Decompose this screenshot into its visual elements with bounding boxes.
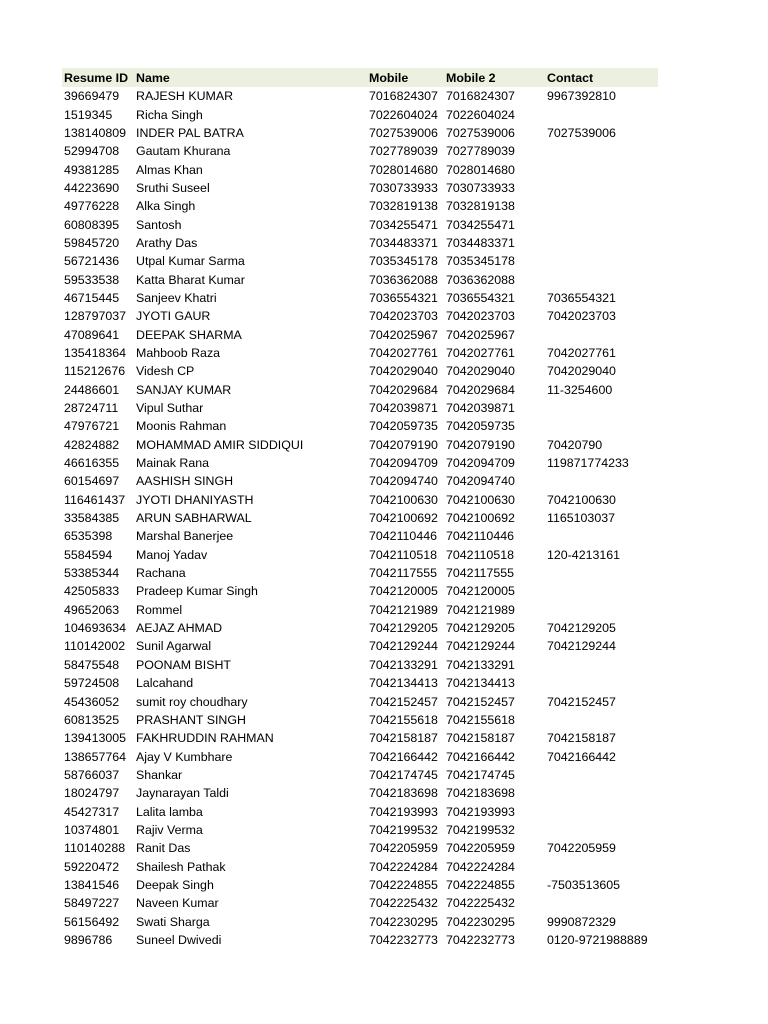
cell-contact[interactable] bbox=[545, 674, 658, 692]
cell-mobile[interactable]: 7032819138 bbox=[369, 199, 438, 214]
cell-name[interactable]: JYOTI GAUR bbox=[136, 309, 211, 324]
cell-name[interactable]: Lalcahand bbox=[136, 676, 194, 691]
cell-resume-id[interactable]: 138657764 bbox=[64, 749, 127, 764]
cell-name[interactable]: PRASHANT SINGH bbox=[136, 712, 246, 727]
cell-contact[interactable] bbox=[545, 802, 658, 820]
cell-resume-id[interactable]: 10374801 bbox=[64, 822, 120, 837]
cell-mobile-2[interactable]: 7042094709 bbox=[446, 456, 515, 471]
cell-resume-id[interactable]: 56721436 bbox=[64, 254, 120, 269]
cell-mobile-2[interactable]: 7042039871 bbox=[446, 401, 515, 416]
cell-mobile-2[interactable]: 7042110446 bbox=[446, 529, 514, 544]
header-name[interactable]: Name bbox=[136, 70, 170, 85]
cell-resume-id[interactable]: 49776228 bbox=[64, 199, 120, 214]
cell-name[interactable]: Moonis Rahman bbox=[136, 419, 227, 434]
table-row bbox=[62, 674, 658, 692]
cell-name[interactable]: AASHISH SINGH bbox=[136, 474, 234, 489]
cell-mobile[interactable]: 7042232773 bbox=[369, 932, 438, 947]
cell-mobile[interactable]: 7042224855 bbox=[369, 877, 438, 892]
table-row bbox=[62, 215, 658, 233]
header-contact[interactable]: Contact bbox=[547, 70, 594, 85]
cell-contact[interactable]: 7042152457 bbox=[547, 694, 616, 709]
cell-mobile[interactable]: 7035345178 bbox=[369, 254, 438, 269]
table-row bbox=[62, 472, 658, 490]
cell-mobile[interactable]: 7042129205 bbox=[369, 621, 438, 636]
table-row bbox=[62, 839, 658, 857]
cell-contact[interactable] bbox=[545, 656, 658, 674]
cell-mobile-2[interactable]: 7042133291 bbox=[446, 657, 515, 672]
cell-resume-id[interactable]: 13841546 bbox=[64, 877, 120, 892]
table-row bbox=[62, 857, 658, 875]
cell-name[interactable]: Utpal Kumar Sarma bbox=[136, 254, 245, 269]
cell-mobile-2[interactable]: 7042029040 bbox=[446, 364, 515, 379]
cell-resume-id[interactable]: 58766037 bbox=[64, 767, 120, 782]
cell-mobile-2[interactable]: 7042129205 bbox=[446, 621, 515, 636]
cell-mobile-2[interactable]: 7042094740 bbox=[446, 474, 515, 489]
cell-name[interactable]: Mainak Rana bbox=[136, 456, 210, 471]
cell-contact[interactable] bbox=[545, 894, 658, 912]
table-row bbox=[62, 124, 658, 142]
cell-contact[interactable]: 7027539006 bbox=[547, 125, 616, 140]
cell-mobile[interactable]: 7042094709 bbox=[369, 456, 438, 471]
cell-contact[interactable]: 9967392810 bbox=[547, 89, 616, 104]
cell-resume-id[interactable]: 39669479 bbox=[64, 89, 120, 104]
table-row bbox=[62, 912, 658, 930]
cell-name[interactable]: AEJAZ AHMAD bbox=[136, 621, 223, 636]
table-row bbox=[62, 784, 658, 802]
cell-mobile-2[interactable]: 7036362088 bbox=[446, 272, 515, 287]
table-row bbox=[62, 179, 658, 197]
cell-mobile[interactable]: 7042121989 bbox=[369, 602, 438, 617]
table-row bbox=[62, 105, 658, 123]
cell-contact[interactable] bbox=[545, 564, 658, 582]
table-row bbox=[62, 234, 658, 252]
cell-mobile-2[interactable]: 7027789039 bbox=[446, 144, 515, 159]
cell-name[interactable]: Naveen Kumar bbox=[136, 896, 219, 911]
cell-mobile[interactable]: 7042025967 bbox=[369, 327, 438, 342]
table-row bbox=[62, 87, 658, 105]
cell-name[interactable]: Alka Singh bbox=[136, 199, 196, 214]
cell-name[interactable]: Santosh bbox=[136, 217, 182, 232]
spreadsheet bbox=[62, 68, 658, 949]
cell-mobile[interactable]: 7027539006 bbox=[369, 125, 438, 140]
cell-resume-id[interactable]: 1519345 bbox=[64, 107, 113, 122]
cell-resume-id[interactable]: 53385344 bbox=[64, 566, 120, 581]
table-row bbox=[62, 546, 658, 564]
cell-resume-id[interactable]: 139413005 bbox=[64, 731, 127, 746]
cell-resume-id[interactable]: 49381285 bbox=[64, 162, 120, 177]
cell-mobile[interactable]: 7034255471 bbox=[369, 217, 438, 232]
cell-name[interactable]: Vipul Suthar bbox=[136, 401, 204, 416]
cell-name[interactable]: sumit roy choudhary bbox=[136, 694, 248, 709]
cell-mobile-2[interactable]: 7042117555 bbox=[446, 566, 514, 581]
cell-name[interactable]: Arathy Das bbox=[136, 235, 198, 250]
cell-mobile[interactable]: 7042193993 bbox=[369, 804, 438, 819]
cell-contact[interactable] bbox=[545, 784, 658, 802]
cell-mobile-2[interactable]: 7042121989 bbox=[446, 602, 515, 617]
table-body bbox=[62, 87, 658, 949]
cell-mobile-2[interactable]: 7035345178 bbox=[446, 254, 515, 269]
table-row bbox=[62, 509, 658, 527]
cell-resume-id[interactable]: 58475548 bbox=[64, 657, 120, 672]
table-row bbox=[62, 802, 658, 820]
cell-contact[interactable]: 1165103037 bbox=[547, 511, 615, 526]
cell-mobile[interactable]: 7042134413 bbox=[369, 676, 438, 691]
cell-contact[interactable] bbox=[545, 215, 658, 233]
cell-resume-id[interactable]: 59220472 bbox=[64, 859, 120, 874]
cell-mobile[interactable]: 7042029040 bbox=[369, 364, 438, 379]
cell-resume-id[interactable]: 59533538 bbox=[64, 272, 120, 287]
table-row bbox=[62, 289, 658, 307]
cell-mobile-2[interactable]: 7027539006 bbox=[446, 125, 515, 140]
cell-mobile[interactable]: 7042039871 bbox=[369, 401, 438, 416]
cell-mobile-2[interactable]: 7042079190 bbox=[446, 437, 515, 452]
cell-name[interactable]: Gautam Khurana bbox=[136, 144, 231, 159]
cell-mobile-2[interactable]: 7042025967 bbox=[446, 327, 515, 342]
cell-mobile[interactable]: 7036362088 bbox=[369, 272, 438, 287]
table-row bbox=[62, 491, 658, 509]
cell-contact[interactable] bbox=[545, 179, 658, 197]
cell-contact[interactable] bbox=[545, 821, 658, 839]
cell-resume-id[interactable]: 33584385 bbox=[64, 511, 120, 526]
cell-mobile[interactable]: 7042027761 bbox=[369, 345, 438, 360]
cell-mobile[interactable]: 7042224284 bbox=[369, 859, 438, 874]
cell-contact[interactable]: 7042029040 bbox=[547, 364, 616, 379]
table-row bbox=[62, 399, 658, 417]
table-row bbox=[62, 821, 658, 839]
cell-mobile[interactable]: 7042158187 bbox=[369, 731, 438, 746]
cell-mobile-2[interactable]: 7030733933 bbox=[446, 180, 515, 195]
cell-contact[interactable] bbox=[545, 472, 658, 490]
header-mobile-2[interactable]: Mobile 2 bbox=[446, 70, 496, 85]
table-row bbox=[62, 747, 658, 765]
cell-name[interactable]: FAKHRUDDIN RAHMAN bbox=[136, 731, 274, 746]
cell-mobile-2[interactable]: 7042166442 bbox=[446, 749, 515, 764]
cell-resume-id[interactable]: 47976721 bbox=[64, 419, 120, 434]
cell-contact[interactable] bbox=[545, 234, 658, 252]
cell-mobile-2[interactable]: 7042230295 bbox=[446, 914, 515, 929]
cell-contact[interactable] bbox=[545, 252, 658, 270]
cell-mobile[interactable]: 7042120005 bbox=[369, 584, 438, 599]
cell-contact[interactable]: 119871774233 bbox=[547, 456, 629, 471]
cell-resume-id[interactable]: 47089641 bbox=[64, 327, 120, 342]
cell-resume-id[interactable]: 46616355 bbox=[64, 456, 120, 471]
cell-mobile-2[interactable]: 7042152457 bbox=[446, 694, 515, 709]
cell-mobile-2[interactable]: 7042224284 bbox=[446, 859, 515, 874]
cell-contact[interactable]: 7042205959 bbox=[547, 841, 616, 856]
cell-mobile-2[interactable]: 7042158187 bbox=[446, 731, 515, 746]
cell-contact[interactable]: -7503513605 bbox=[547, 877, 621, 892]
cell-mobile[interactable]: 7042199532 bbox=[369, 822, 438, 837]
cell-mobile[interactable]: 7042100630 bbox=[369, 492, 438, 507]
table-row bbox=[62, 252, 658, 270]
cell-resume-id[interactable]: 110142002 bbox=[64, 639, 126, 654]
cell-resume-id[interactable]: 46715445 bbox=[64, 290, 120, 305]
cell-mobile[interactable]: 7042225432 bbox=[369, 896, 438, 911]
cell-mobile[interactable]: 7042110518 bbox=[369, 547, 437, 562]
cell-resume-id[interactable]: 58497227 bbox=[64, 896, 120, 911]
table-row bbox=[62, 436, 658, 454]
cell-name[interactable]: Richa Singh bbox=[136, 107, 203, 122]
cell-mobile[interactable]: 7028014680 bbox=[369, 162, 438, 177]
cell-resume-id[interactable]: 42505833 bbox=[64, 584, 120, 599]
cell-contact[interactable] bbox=[545, 270, 658, 288]
cell-mobile[interactable]: 7042059735 bbox=[369, 419, 438, 434]
cell-resume-id[interactable]: 128797037 bbox=[64, 309, 127, 324]
cell-resume-id[interactable]: 52994708 bbox=[64, 144, 120, 159]
table-row bbox=[62, 362, 658, 380]
cell-contact[interactable]: 7042027761 bbox=[547, 345, 616, 360]
cell-contact[interactable]: 7042129244 bbox=[547, 639, 616, 654]
cell-mobile-2[interactable]: 7042100630 bbox=[446, 492, 515, 507]
cell-resume-id[interactable]: 60154697 bbox=[64, 474, 120, 489]
cell-resume-id[interactable]: 45427317 bbox=[64, 804, 120, 819]
cell-mobile-2[interactable]: 7034255471 bbox=[446, 217, 515, 232]
table-row bbox=[62, 876, 658, 894]
cell-contact[interactable] bbox=[545, 399, 658, 417]
cell-name[interactable]: Swati Sharga bbox=[136, 914, 210, 929]
cell-mobile-2[interactable]: 7042029684 bbox=[446, 382, 515, 397]
cell-contact[interactable] bbox=[545, 601, 658, 619]
cell-mobile[interactable]: 7042205959 bbox=[369, 841, 438, 856]
cell-name[interactable]: Lalita lamba bbox=[136, 804, 203, 819]
table-row bbox=[62, 381, 658, 399]
cell-contact[interactable]: 9990872329 bbox=[547, 914, 616, 929]
table-row bbox=[62, 711, 658, 729]
cell-name[interactable]: ARUN SABHARWAL bbox=[136, 511, 252, 526]
cell-resume-id[interactable]: 110140288 bbox=[64, 841, 126, 856]
cell-name[interactable]: Manoj Yadav bbox=[136, 547, 208, 562]
cell-name[interactable]: Shailesh Pathak bbox=[136, 859, 226, 874]
table-row bbox=[62, 160, 658, 178]
cell-resume-id[interactable]: 59845720 bbox=[64, 235, 120, 250]
cell-mobile[interactable]: 7036554321 bbox=[369, 290, 438, 305]
cell-mobile[interactable]: 7042155618 bbox=[369, 712, 438, 727]
cell-mobile-2[interactable]: 7042110518 bbox=[446, 547, 514, 562]
cell-mobile[interactable]: 7042094740 bbox=[369, 474, 438, 489]
table-row bbox=[62, 931, 658, 949]
cell-name[interactable]: POONAM BISHT bbox=[136, 657, 232, 672]
cell-contact[interactable] bbox=[545, 105, 658, 123]
resume-table bbox=[62, 68, 658, 949]
cell-resume-id[interactable]: 56156492 bbox=[64, 914, 120, 929]
cell-mobile[interactable]: 7042100692 bbox=[369, 511, 438, 526]
cell-resume-id[interactable]: 9896786 bbox=[64, 932, 113, 947]
cell-contact[interactable]: 7042158187 bbox=[547, 731, 616, 746]
cell-name[interactable]: Suneel Dwivedi bbox=[136, 932, 222, 947]
cell-mobile-2[interactable]: 7042155618 bbox=[446, 712, 515, 727]
cell-mobile[interactable]: 7042129244 bbox=[369, 639, 438, 654]
table-row bbox=[62, 454, 658, 472]
cell-mobile-2[interactable]: 7042205959 bbox=[446, 841, 515, 856]
cell-mobile-2[interactable]: 7042027761 bbox=[446, 345, 515, 360]
header-row bbox=[62, 68, 658, 87]
table-row bbox=[62, 142, 658, 160]
cell-mobile-2[interactable]: 7036554321 bbox=[446, 290, 515, 305]
cell-contact[interactable]: 7042129205 bbox=[547, 621, 616, 636]
cell-resume-id[interactable]: 49652063 bbox=[64, 602, 120, 617]
cell-mobile[interactable]: 7042166442 bbox=[369, 749, 438, 764]
cell-name[interactable]: SANJAY KUMAR bbox=[136, 382, 232, 397]
cell-mobile-2[interactable]: 7042023703 bbox=[446, 309, 515, 324]
cell-resume-id[interactable]: 135418364 bbox=[64, 345, 127, 360]
cell-contact[interactable] bbox=[545, 325, 658, 343]
table-row bbox=[62, 582, 658, 600]
cell-resume-id[interactable]: 6535398 bbox=[64, 529, 113, 544]
cell-mobile[interactable]: 7022604024 bbox=[369, 107, 438, 122]
cell-mobile[interactable]: 7042152457 bbox=[369, 694, 438, 709]
cell-contact[interactable] bbox=[545, 197, 658, 215]
cell-contact[interactable] bbox=[545, 160, 658, 178]
cell-name[interactable]: MOHAMMAD AMIR SIDDIQUI bbox=[136, 437, 304, 452]
header-resume-id[interactable]: Resume ID bbox=[64, 70, 129, 85]
cell-contact[interactable]: 70420790 bbox=[547, 437, 603, 452]
cell-name[interactable]: DEEPAK SHARMA bbox=[136, 327, 242, 342]
cell-name[interactable]: Deepak Singh bbox=[136, 877, 214, 892]
cell-resume-id[interactable]: 60813525 bbox=[64, 712, 120, 727]
cell-name[interactable]: Shankar bbox=[136, 767, 183, 782]
cell-contact[interactable] bbox=[545, 582, 658, 600]
cell-mobile-2[interactable]: 7042100692 bbox=[446, 511, 515, 526]
cell-name[interactable]: Sanjeev Khatri bbox=[136, 290, 217, 305]
table-row bbox=[62, 729, 658, 747]
cell-name[interactable]: Pradeep Kumar Singh bbox=[136, 584, 258, 599]
cell-mobile-2[interactable]: 7042059735 bbox=[446, 419, 515, 434]
cell-name[interactable]: Mahboob Raza bbox=[136, 345, 221, 360]
cell-resume-id[interactable]: 44223690 bbox=[64, 180, 120, 195]
cell-name[interactable]: Almas Khan bbox=[136, 162, 203, 177]
cell-resume-id[interactable]: 60808395 bbox=[64, 217, 120, 232]
header-mobile[interactable]: Mobile bbox=[369, 70, 409, 85]
cell-contact[interactable]: 120-4213161 bbox=[547, 547, 621, 562]
cell-mobile-2[interactable]: 7042174745 bbox=[446, 767, 515, 782]
cell-contact[interactable]: 7036554321 bbox=[547, 290, 616, 305]
table-row bbox=[62, 270, 658, 288]
cell-mobile[interactable]: 7030733933 bbox=[369, 180, 438, 195]
cell-resume-id[interactable]: 5584594 bbox=[64, 547, 113, 562]
cell-mobile[interactable]: 7042230295 bbox=[369, 914, 438, 929]
cell-mobile-2[interactable]: 7034483371 bbox=[446, 235, 515, 250]
cell-mobile-2[interactable]: 7042232773 bbox=[446, 932, 515, 947]
cell-mobile-2[interactable]: 7042225432 bbox=[446, 896, 515, 911]
cell-contact[interactable]: 7042166442 bbox=[547, 749, 616, 764]
cell-resume-id[interactable]: 115212676 bbox=[64, 364, 126, 379]
table-row bbox=[62, 894, 658, 912]
cell-resume-id[interactable]: 42824882 bbox=[64, 437, 120, 452]
cell-mobile-2[interactable]: 7028014680 bbox=[446, 162, 515, 177]
cell-resume-id[interactable]: 28724711 bbox=[64, 401, 119, 416]
table-row bbox=[62, 417, 658, 435]
table-row bbox=[62, 692, 658, 710]
table-row bbox=[62, 766, 658, 784]
cell-name[interactable]: Jaynarayan Taldi bbox=[136, 786, 229, 801]
cell-contact[interactable]: 11-3254600 bbox=[547, 382, 613, 397]
cell-mobile[interactable]: 7034483371 bbox=[369, 235, 438, 250]
cell-mobile[interactable]: 7042023703 bbox=[369, 309, 438, 324]
cell-mobile[interactable]: 7042174745 bbox=[369, 767, 438, 782]
cell-name[interactable]: Sunil Agarwal bbox=[136, 639, 212, 654]
cell-mobile[interactable]: 7027789039 bbox=[369, 144, 438, 159]
cell-name[interactable]: Ranit Das bbox=[136, 841, 191, 856]
table-row bbox=[62, 619, 658, 637]
cell-contact[interactable]: 7042100630 bbox=[547, 492, 616, 507]
cell-resume-id[interactable]: 24486601 bbox=[64, 382, 120, 397]
cell-mobile-2[interactable]: 7022604024 bbox=[446, 107, 515, 122]
cell-name[interactable]: INDER PAL BATRA bbox=[136, 125, 244, 140]
cell-mobile-2[interactable]: 7042183698 bbox=[446, 786, 515, 801]
cell-contact[interactable] bbox=[545, 766, 658, 784]
cell-mobile[interactable]: 7016824307 bbox=[369, 89, 438, 104]
cell-name[interactable]: JYOTI DHANIYASTH bbox=[136, 492, 254, 507]
cell-contact[interactable] bbox=[545, 417, 658, 435]
cell-name[interactable]: RAJESH KUMAR bbox=[136, 89, 234, 104]
cell-mobile-2[interactable]: 7016824307 bbox=[446, 89, 515, 104]
cell-mobile-2[interactable]: 7042224855 bbox=[446, 877, 515, 892]
cell-name[interactable]: Sruthi Suseel bbox=[136, 180, 210, 195]
cell-resume-id[interactable]: 59724508 bbox=[64, 676, 120, 691]
cell-mobile-2[interactable]: 7042120005 bbox=[446, 584, 515, 599]
cell-mobile[interactable]: 7042183698 bbox=[369, 786, 438, 801]
cell-mobile-2[interactable]: 7042193993 bbox=[446, 804, 515, 819]
cell-resume-id[interactable]: 45436052 bbox=[64, 694, 120, 709]
table-row bbox=[62, 307, 658, 325]
table-row bbox=[62, 656, 658, 674]
cell-resume-id[interactable]: 138140809 bbox=[64, 125, 127, 140]
cell-name[interactable]: Marshal Banerjee bbox=[136, 529, 234, 544]
cell-contact[interactable] bbox=[545, 711, 658, 729]
table-row bbox=[62, 637, 658, 655]
cell-name[interactable]: Rachana bbox=[136, 566, 186, 581]
cell-name[interactable]: Ajay V Kumbhare bbox=[136, 749, 233, 764]
cell-mobile-2[interactable]: 7042129244 bbox=[446, 639, 515, 654]
cell-mobile-2[interactable]: 7042199532 bbox=[446, 822, 515, 837]
cell-contact[interactable] bbox=[545, 857, 658, 875]
cell-mobile[interactable]: 7042110446 bbox=[369, 529, 437, 544]
cell-contact[interactable] bbox=[545, 527, 658, 545]
table-row bbox=[62, 325, 658, 343]
cell-mobile[interactable]: 7042133291 bbox=[369, 657, 438, 672]
cell-mobile-2[interactable]: 7032819138 bbox=[446, 199, 515, 214]
table-row bbox=[62, 527, 658, 545]
cell-contact[interactable]: 7042023703 bbox=[547, 309, 616, 324]
cell-resume-id[interactable]: 104693634 bbox=[64, 621, 127, 636]
cell-resume-id[interactable]: 18024797 bbox=[64, 786, 120, 801]
cell-mobile[interactable]: 7042029684 bbox=[369, 382, 438, 397]
cell-name[interactable]: Videsh CP bbox=[136, 364, 195, 379]
cell-name[interactable]: Rajiv Verma bbox=[136, 822, 203, 837]
table-row bbox=[62, 564, 658, 582]
cell-name[interactable]: Rommel bbox=[136, 602, 183, 617]
table-row bbox=[62, 344, 658, 362]
cell-resume-id[interactable]: 116461437 bbox=[64, 492, 126, 507]
cell-mobile[interactable]: 7042079190 bbox=[369, 437, 438, 452]
cell-contact[interactable]: 0120-9721988889 bbox=[547, 932, 648, 947]
cell-mobile[interactable]: 7042117555 bbox=[369, 566, 437, 581]
cell-contact[interactable] bbox=[545, 142, 658, 160]
table-row bbox=[62, 601, 658, 619]
cell-name[interactable]: Katta Bharat Kumar bbox=[136, 272, 245, 287]
table-row bbox=[62, 197, 658, 215]
cell-mobile-2[interactable]: 7042134413 bbox=[446, 676, 515, 691]
